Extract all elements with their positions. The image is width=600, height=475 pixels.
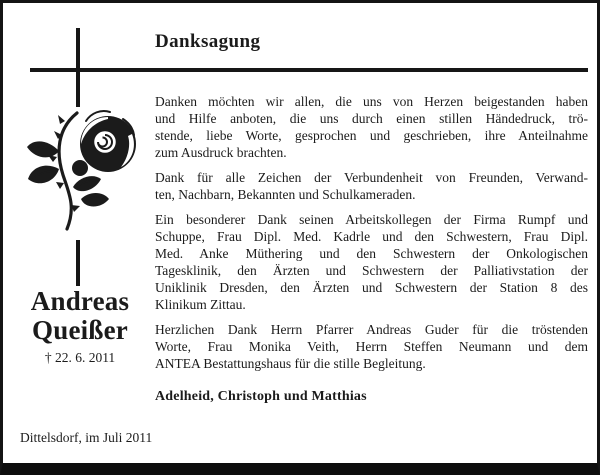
body-line: Dank für alle Zeichen der Verbundenheit von Freunden, Verwand- xyxy=(155,170,588,185)
body-line: Schuppe, Frau Dipl. Med. Kadrle und den Schwestern, Frau Dipl. xyxy=(155,229,588,244)
body-line: Danken möchten wir allen, die uns von Herzen beigestanden haben xyxy=(155,94,588,109)
body-line: Herzlichen Dank Herrn Pfarrer Andreas Guder für die tröstenden xyxy=(155,322,588,337)
body-line: Ein besonderer Dank seinen Arbeitskollegen der Firma Rumpf und xyxy=(155,212,588,227)
body-line: Worte, Frau Monika Veith, Herrn Steffen Neumann und dem xyxy=(155,339,588,354)
notice-paragraph xyxy=(155,93,588,161)
body-line: Uniklinik Dresden, den Ärzten und Schwestern der Station 8 des xyxy=(155,280,588,295)
body-line: ANTEA Bestattungshaus für die stille Begleitung. xyxy=(155,356,426,371)
notice-paragraph xyxy=(155,169,588,203)
memorial-cross-icon xyxy=(76,240,80,286)
deceased-block xyxy=(11,287,149,366)
deceased-last-name: Queißer xyxy=(32,315,128,345)
page-title: Danksagung xyxy=(155,31,261,52)
body-line: ten, Nachbarn, Bekannten und Schulkameraden. xyxy=(155,187,416,202)
deceased-first-name: Andreas xyxy=(30,286,130,316)
memorial-cross-icon xyxy=(76,28,80,107)
body-line: Med. Anke Müthering und den Schwestern der Onkologischen xyxy=(155,246,588,261)
body-line: Tagesklinik, den Ärzten und Schwestern der Palliativstation der xyxy=(155,263,588,278)
rose-icon xyxy=(25,107,137,233)
notice-paragraph xyxy=(155,211,588,313)
death-date: † 22. 6. 2011 xyxy=(44,350,116,365)
horizontal-rule xyxy=(30,68,588,72)
signature-line: Adelheid, Christoph und Matthias xyxy=(155,389,367,404)
body-line: stende, liebe Worte, gesprochen und geschrieben, ihre Anteilnahme xyxy=(155,128,588,143)
body-line: zum Ausdruck brachten. xyxy=(155,145,287,160)
notice-body xyxy=(155,93,588,405)
body-line: und Hilfe anboten, die uns durch einen stillen Händedruck, trö- xyxy=(155,111,588,126)
body-line: Klinikum Zittau. xyxy=(155,297,246,312)
place-date-line: Dittelsdorf, im Juli 2011 xyxy=(20,430,153,445)
notice-paragraph xyxy=(155,321,588,372)
